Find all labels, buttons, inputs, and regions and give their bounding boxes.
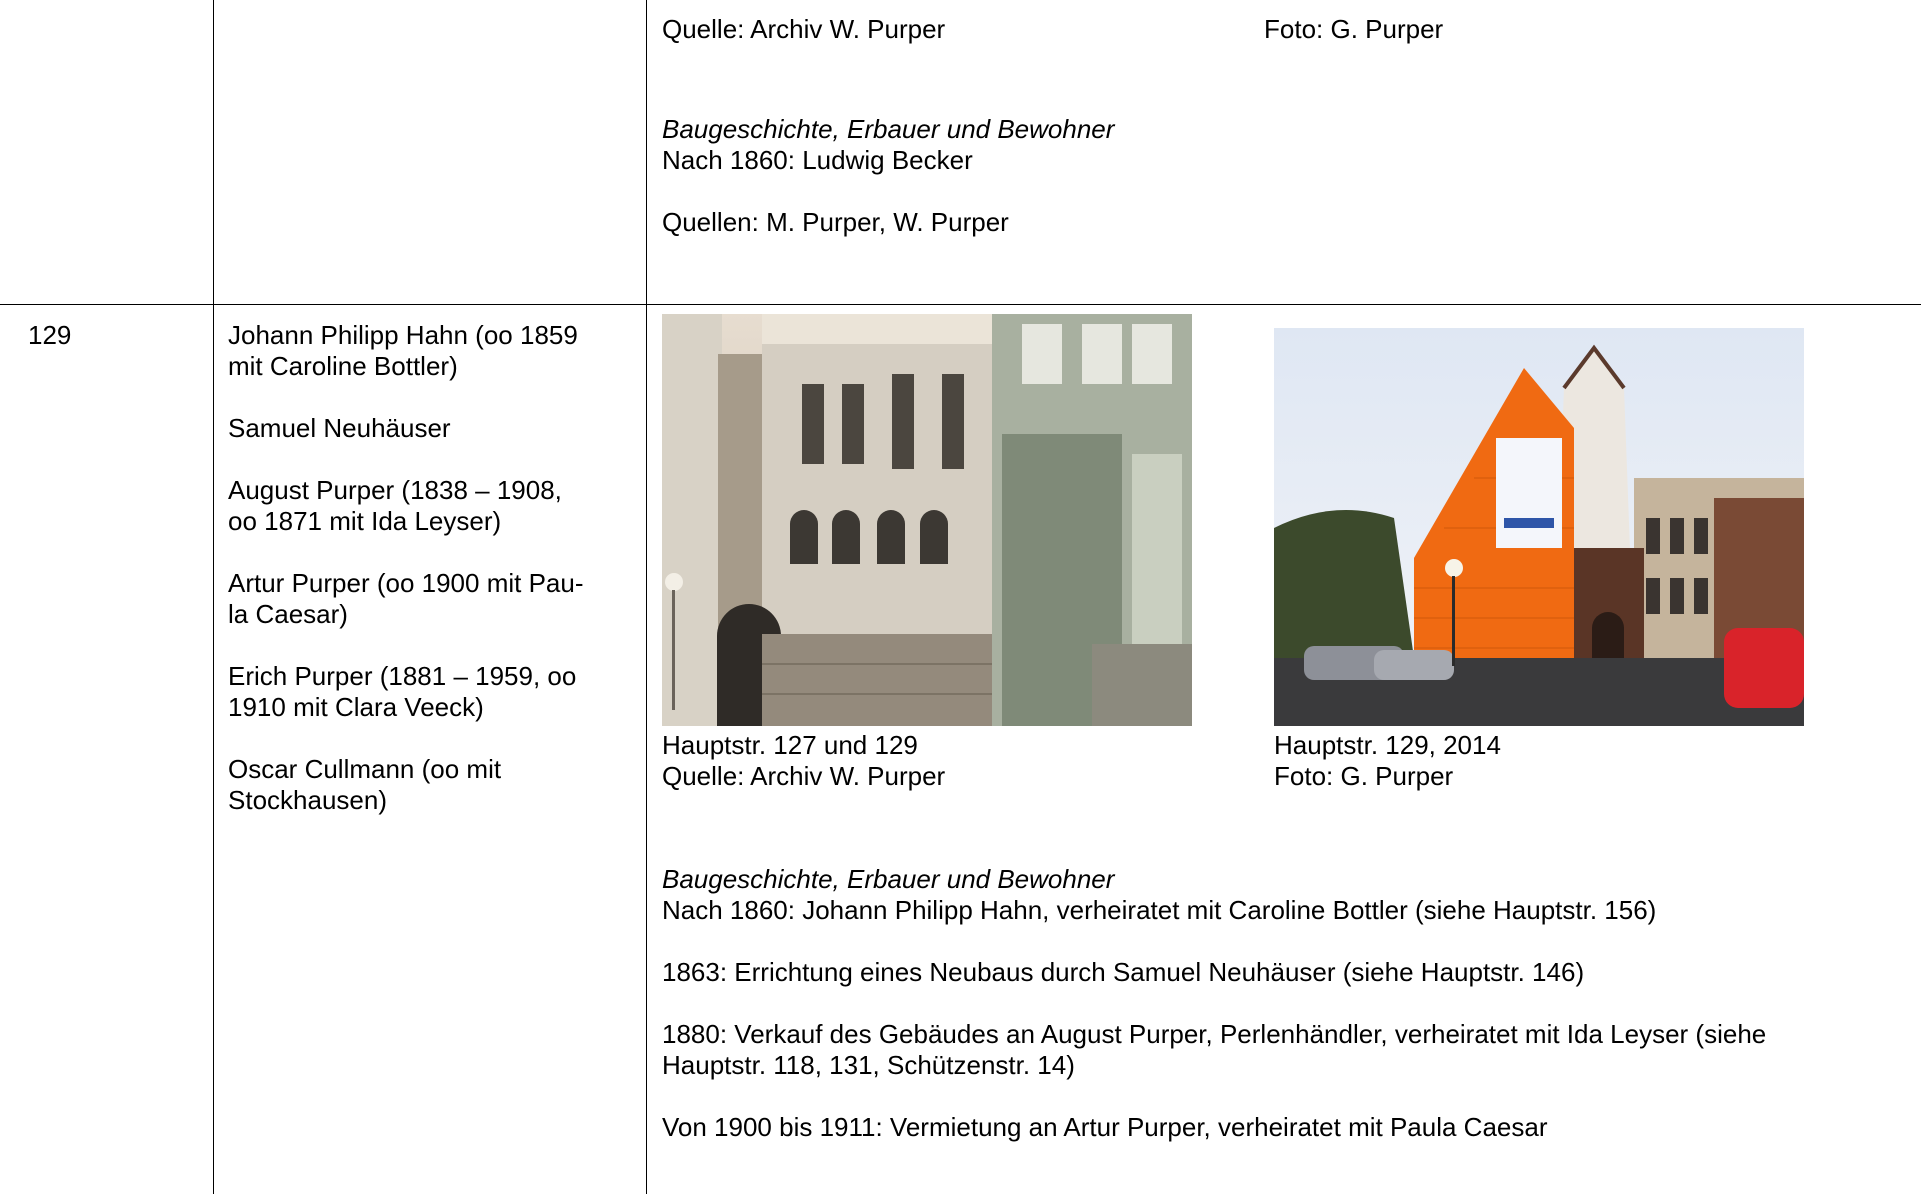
photo2-caption: Hauptstr. 129, 2014	[1274, 730, 1501, 760]
photo2-source: Foto: G. Purper	[1274, 761, 1454, 791]
top-photo-credit-right: Foto: G. Purper	[1264, 14, 1444, 44]
resident-line: Stockhausen)	[228, 785, 387, 815]
top-row-content	[662, 14, 945, 45]
color-photo-hauptstr-129-2014	[1274, 328, 1804, 726]
column-divider-2	[646, 0, 647, 1194]
resident-line: Johann Philipp Hahn (oo 1859	[228, 320, 578, 350]
history-block	[662, 864, 1766, 1143]
top-history-block	[662, 114, 1114, 238]
top-history-heading: Baugeschichte, Erbauer und Bewohner	[662, 114, 1115, 144]
top-photo-credit-right-wrap	[1264, 14, 1443, 45]
resident-line: oo 1871 mit Ida Leyser)	[228, 506, 502, 536]
house-number-cell	[28, 320, 71, 351]
column-divider-1	[213, 0, 214, 1194]
row-divider	[0, 304, 1921, 305]
historic-photo-hauptstr-127-129	[662, 314, 1192, 726]
resident-line: Erich Purper (1881 – 1959, oo	[228, 661, 577, 691]
resident-line: Samuel Neuhäuser	[228, 413, 451, 443]
resident-line: mit Caroline Bottler)	[228, 351, 458, 381]
resident-line: la Caesar)	[228, 599, 348, 629]
history-line: 1863: Errichtung eines Neubaus durch Samuel Neuhäuser (siehe Hauptstr. 146)	[662, 957, 1585, 987]
top-photo-source-left: Quelle: Archiv W. Purper	[662, 14, 946, 44]
resident-line: Oscar Cullmann (oo mit	[228, 754, 502, 784]
history-line: Von 1900 bis 1911: Vermietung an Artur Purper, verheiratet mit Paula Caesar	[662, 1112, 1548, 1142]
photo1-source: Quelle: Archiv W. Purper	[662, 761, 946, 791]
photo2-caption-block	[1274, 730, 1501, 792]
history-line: 1880: Verkauf des Gebäudes an August Purper, Perlenhändler, verheiratet mit Ida Leyser (siehe	[662, 1019, 1767, 1049]
resident-line: August Purper (1838 – 1908,	[228, 475, 562, 505]
resident-line: Artur Purper (oo 1900 mit Pau-	[228, 568, 584, 598]
history-line: Nach 1860: Johann Philipp Hahn, verheiratet mit Caroline Bottler (siehe Hauptstr. 156)	[662, 895, 1657, 925]
photo1-caption-block	[662, 730, 945, 792]
residents-cell	[228, 320, 584, 816]
history-line: Hauptstr. 118, 131, Schützenstr. 14)	[662, 1050, 1075, 1080]
photo1-caption: Hauptstr. 127 und 129	[662, 730, 918, 760]
history-heading: Baugeschichte, Erbauer und Bewohner	[662, 864, 1115, 894]
house-number: 129	[28, 320, 72, 350]
top-history-line: Nach 1860: Ludwig Becker	[662, 145, 973, 175]
top-sources: Quellen: M. Purper, W. Purper	[662, 207, 1009, 237]
resident-line: 1910 mit Clara Veeck)	[228, 692, 484, 722]
